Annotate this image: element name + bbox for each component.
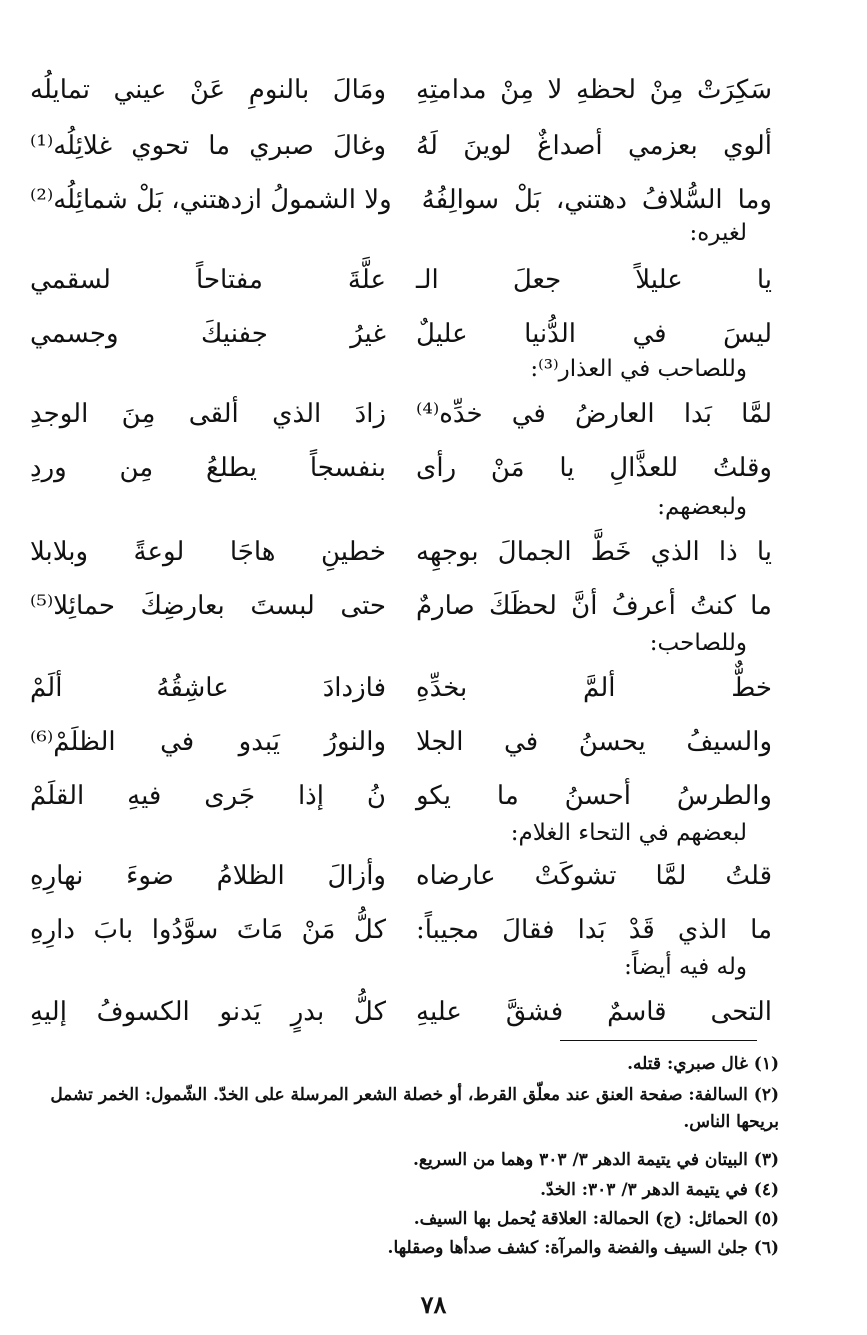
- verse-line: [30, 386, 772, 442]
- verse-left-hemistich: بنفسجاً يطلعُ مِن وردِ: [30, 453, 386, 483]
- section-heading: ولبعضهم:: [657, 494, 747, 520]
- verse-left-hemistich: خطينِ هاجَا لوعةً وبلابلا: [30, 537, 386, 567]
- verse-line: [30, 660, 772, 716]
- section-heading: وللصاحب في العذار⁽³⁾:: [530, 356, 747, 382]
- verse-line: [30, 578, 772, 634]
- verse-line: [30, 306, 772, 362]
- verse-right-hemistich: وما السُّلافُ دهتني، بَلْ سوالِفُهُ: [421, 185, 772, 215]
- verse-right-hemistich: وقلتُ للعذَّالِ يا مَنْ رأى: [416, 453, 772, 483]
- verse-right-hemistich: ما الذي قَدْ بَدا فقالَ مجيباً:: [416, 915, 772, 945]
- footnote-separator: [560, 1040, 757, 1041]
- footnote: (٢) السالفة: صفحة العنق عند معلّق القرط، أو خصلة الشعر المرسلة على الخدّ. الشّمول: الخمر تشمل بريحها الناس.: [50, 1085, 779, 1132]
- verse-left-hemistich: ومَالَ بالنومِ عَنْ عيني تمايلُه: [30, 75, 386, 105]
- verse-left-hemistich: كلُّ بدرٍ يَدنو الكسوفُ إليهِ: [30, 997, 386, 1027]
- verse-left-hemistich: غيرُ جفنيكَ وجسمي: [30, 319, 386, 349]
- verse-line: [30, 714, 772, 770]
- verse-right-hemistich: يا ذا الذي خَطَّ الجمالَ بوجهِه: [416, 537, 772, 567]
- verse-left-hemistich: حتى لبستَ بعارضِكَ حمائِلا⁽⁵⁾: [30, 591, 386, 621]
- verse-left-hemistich: كلُّ مَنْ مَاتَ سوَّدُوا بابَ دارِهِ: [30, 915, 386, 945]
- footnote: (٦) جلىٰ السيف والفضة والمرآة: كشف صدأها وصقلها.: [387, 1238, 779, 1258]
- verse-line: [30, 62, 772, 118]
- verse-right-hemistich: ألوي بعزمي أصداغٌ لوينَ لَهُ: [416, 131, 772, 161]
- footnote: (١) غال صبري: قتله.: [627, 1054, 779, 1074]
- verse-left-hemistich: ولا الشمولُ ازدهتني، بَلْ شمائِلُه⁽²⁾: [30, 185, 392, 215]
- verse-left-hemistich: فازدادَ عاشِقُهُ ألَمْ: [30, 673, 386, 703]
- verse-right-hemistich: سَكِرَتْ مِنْ لحظهِ لا مِنْ مدامتِهِ: [416, 75, 772, 105]
- verse-line: [30, 252, 772, 308]
- page-number: ٧٨: [420, 1290, 447, 1319]
- footnote: (٤) في يتيمة الدهر ٣/ ٣٠٣: الخدّ.: [540, 1180, 779, 1200]
- verse-line: [30, 172, 772, 228]
- verse-left-hemistich: وأزالَ الظلامُ ضوءَ نهارِهِ: [30, 861, 386, 891]
- section-heading: وله فيه أيضاً:: [624, 954, 747, 980]
- section-heading: لغيره:: [689, 220, 747, 246]
- verse-line: [30, 118, 772, 174]
- verse-line: [30, 984, 772, 1040]
- verse-line: [30, 768, 772, 824]
- verse-right-hemistich: ما كنتُ أعرفُ أنَّ لحظَكَ صارمٌ: [416, 591, 772, 621]
- verse-right-hemistich: قلتُ لمَّا تشوكَتْ عارضاه: [416, 861, 772, 891]
- verse-line: [30, 440, 772, 496]
- verse-left-hemistich: وغالَ صبري ما تحوي غلائِلُه⁽¹⁾: [30, 131, 386, 161]
- verse-left-hemistich: زادَ الذي ألقى مِنَ الوجدِ: [30, 399, 386, 429]
- section-heading: وللصاحب:: [649, 630, 747, 656]
- verse-line: [30, 902, 772, 958]
- verse-line: [30, 524, 772, 580]
- verse-right-hemistich: يا عليلاً جعلَ الـ: [416, 265, 772, 295]
- verse-left-hemistich: نُ إذا جَرى فيهِ القلَمْ: [30, 781, 386, 811]
- verse-right-hemistich: لمَّا بَدا العارضُ في خدِّه⁽⁴⁾: [416, 399, 772, 429]
- section-heading: لبعضهم في التحاء الغلام:: [510, 820, 747, 846]
- verse-right-hemistich: ليسَ في الدُّنيا عليلٌ: [416, 319, 772, 349]
- footnote: (٣) البيتان في يتيمة الدهر ٣/ ٣٠٣ وهما من السريع.: [412, 1150, 779, 1170]
- footnote: (٥) الحمائل: (ج) الحمالة: العلاقة يُحمل بها السيف.: [413, 1209, 779, 1229]
- verse-line: [30, 848, 772, 904]
- verse-right-hemistich: التحى قاسمٌ فشقَّ عليهِ: [416, 997, 772, 1027]
- verse-left-hemistich: والنورُ يَبدو في الظلَمْ⁽⁶⁾: [30, 727, 386, 757]
- verse-left-hemistich: علَّةَ مفتاحاً لسقمي: [30, 265, 386, 295]
- verse-right-hemistich: خطٌّ ألمَّ بخدِّهِ: [416, 673, 772, 703]
- verse-right-hemistich: والسيفُ يحسنُ في الجلا: [416, 727, 772, 757]
- verse-right-hemistich: والطرسُ أحسنُ ما يكو: [416, 781, 772, 811]
